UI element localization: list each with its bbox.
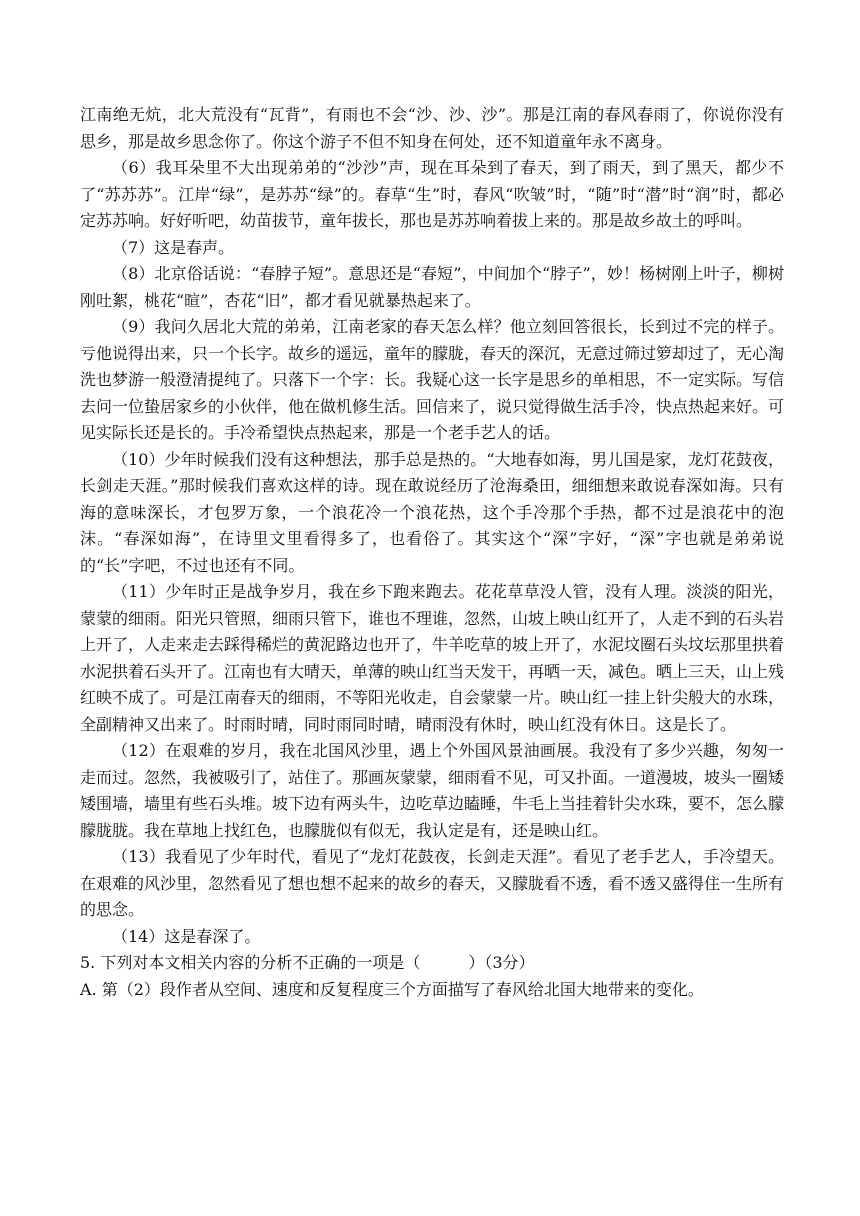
- paragraph-6: （6）我耳朵里不大出现弟弟的“沙沙”声，现在耳朵到了春天，到了雨天，到了黑天，都少不了“苏苏苏”。江岸“绿”，是苏苏“绿”的。春草“生”时，春风“吹皱”时，“随”时“潜”时“润”时，都必定苏苏响。好好听吧，幼苗拔节，童年拔长，那也是苏苏响着拔上来的。那是故乡故土的呼叫。: [80, 158, 784, 230]
- paragraph-9: （9）我问久居北大荒的弟弟，江南老家的春天怎么样？他立刻回答很长，长到过不完的样子。亏他说得出来，只一个长字。故乡的遥远，童年的朦胧，春天的深沉，无意过筛过箩却过了，无心淘洗也梦游一般澄清提纯了。只落下一个字：长。我疑心这一长字是思乡的单相思，不一定实际。写信去问一位蛰居家乡的小伙伴，他在做机修生活。回信来了，说只觉得做生活手冷，快点热起来好。可见实际长还是长的。手冷希望快点热起来，那是一个老手艺人的话。: [80, 317, 785, 442]
- question-stem: 5. 下列对本文相关内容的分析不正确的一项是（ ）（3分）: [80, 953, 535, 972]
- paragraph-13: （13）我看见了少年时代，看见了“龙灯花鼓夜，长剑走天涯”。看见了老手艺人，手冷望天。在艰难的风沙里，忽然看见了想也想不起来的故乡的春天，又朦胧看不透，看不透又盛得住一生所有的思念。: [80, 847, 785, 919]
- paragraph-10: （10）少年时候我们没有这种想法，那手总是热的。“大地春如海，男儿国是家，龙灯花鼓夜，长剑走天涯。”那时候我们喜欢这样的诗。现在敢说经历了沧海桑田，细细想来敢说春深如海。只有海的意味深长，才包罗万象，一个浪花冷一个浪花热，这个手冷那个手热，都不过是浪花中的泡沫。“春深如海”，在诗里文里看得多了，也看俗了。其实这个“深”字好，“深”字也就是弟弟说的“长”字吧，不过也还有不同。: [80, 449, 784, 575]
- question-option-a: A. 第（2）段作者从空间、速度和反复程度三个方面描写了春风给北国大地带来的变化。: [80, 979, 704, 999]
- paragraph-7: （7）这是春声。: [112, 237, 235, 257]
- paragraph-14: （14）这是春深了。: [112, 926, 261, 946]
- paragraph-continuation: 江南绝无炕，北大荒没有“瓦背”，有雨也不会“沙、沙、沙”。那是江南的春风春雨了，你说你没有思乡，那是故乡思念你了。你这个游子不但不知身在何处，还不知道童年永不离身。: [80, 105, 784, 151]
- paragraph-8: （8）北京俗话说：“春脖子短”。意思还是“春短”，中间加个“脖子”，妙！杨树刚上叶子，柳树刚吐絮，桃花“暄”，杏花“旧”，都才看见就暴热起来了。: [80, 264, 784, 310]
- paragraph-11: （11）少年时正是战争岁月，我在乡下跑来跑去。花花草草没人管，没有人理。淡淡的阳光，蒙蒙的细雨。阳光只管照，细雨只管下，谁也不理谁，忽然，山坡上映山红开了，人走不到的石头岩上开了，人走来走去踩得稀烂的黄泥路边也开了，牛羊吃草的坡上开了，水泥坟圈石头坟坛那里拱着水泥拱着石头开了。江南也有大晴天，单薄的映山红当天发干，再晒一天，减色。晒上三天，山上残红映不成了。可是江南春天的细雨，不等阳光收走，自会蒙蒙一片。映山红一挂上针尖般大的水珠，全副精神又出来了。时雨时晴，同时雨同时晴，晴雨没有休时，映山红没有休日。这是长了。: [80, 582, 785, 734]
- document-page: [80, 102, 784, 1003]
- paragraph-12: （12）在艰难的岁月，我在北国风沙里，遇上个外国风景油画展。我没有了多少兴趣，匆匆一走而过。忽然，我被吸引了，站住了。那画灰蒙蒙，细雨看不见，可又扑面。一道漫坡，坡头一圈矮矮围墙，墙里有些石头堆。坡下边有两头牛，边吃草边瞌睡，牛毛上当挂着针尖水珠，要不，怎么朦朦胧胧。我在草地上找红色，也朦胧似有似无，我认定是有，还是映山红。: [80, 741, 785, 840]
